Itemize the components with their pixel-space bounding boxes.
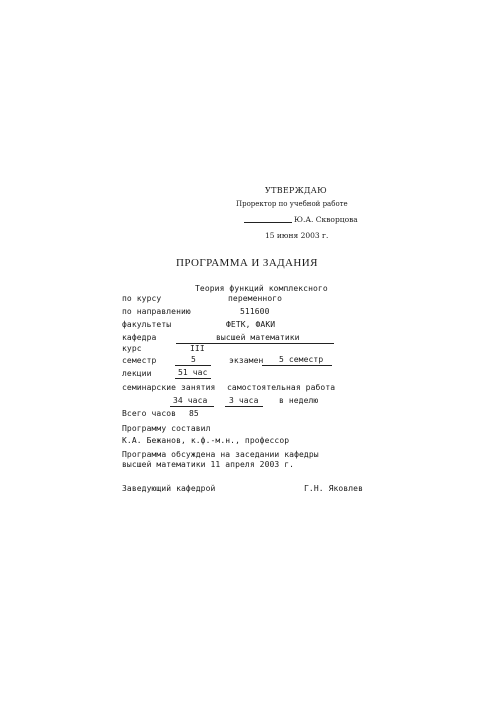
direction-label: по направлению — [122, 307, 191, 316]
exam-underline — [262, 365, 332, 366]
discussion-line2: высшей математики 11 апреля 2003 г. — [122, 460, 295, 469]
course-name-line2: переменного — [228, 294, 283, 303]
semester-underline — [175, 365, 211, 366]
lectures-label: лекции — [122, 369, 152, 378]
lectures-underline — [175, 378, 211, 379]
selfwork-underline — [225, 406, 263, 407]
page-title: ПРОГРАММА И ЗАДАНИЯ — [176, 257, 318, 269]
seminars-underline — [170, 406, 214, 407]
seminars-value: 34 часа — [173, 396, 208, 405]
department-label: кафедра — [122, 333, 157, 342]
approval-position: Проректор по учебной работе — [236, 200, 348, 208]
approval-heading: УТВЕРЖДАЮ — [265, 186, 328, 195]
head-label: Заведующий кафедрой — [122, 484, 216, 493]
exam-value: 5 семестр — [279, 355, 324, 364]
year-label: курс — [122, 344, 142, 353]
author-intro: Программу составил — [122, 424, 211, 433]
year-value: III — [190, 344, 205, 353]
seminars-label: семинарские занятия — [122, 383, 216, 392]
exam-label: экзамен — [229, 356, 264, 365]
lectures-value: 51 час — [178, 368, 208, 377]
course-name-line1: Теория функций комплексного — [195, 284, 328, 293]
department-value: высшей математики — [216, 333, 300, 342]
total-value: 85 — [189, 409, 199, 418]
per-week-label: в неделю — [279, 396, 319, 405]
faculty-label: факультеты — [122, 320, 172, 329]
selfwork-value: 3 часа — [229, 396, 259, 405]
approval-signer: Ю.А. Скворцова — [294, 215, 358, 224]
course-label: по курсу — [122, 294, 162, 303]
discussion-line1: Программа обсуждена на заседании кафедры — [122, 450, 319, 459]
semester-value: 5 — [191, 355, 196, 364]
semester-label: семестр — [122, 356, 157, 365]
approval-date: 15 июня 2003 г. — [265, 231, 329, 240]
author-name: К.А. Бежанов, к.ф.-м.н., профессор — [122, 436, 290, 445]
selfwork-label: самостоятельная работа — [227, 383, 336, 392]
total-label: Всего часов — [122, 409, 177, 418]
signature-line — [244, 222, 292, 223]
direction-value: 511600 — [240, 307, 270, 316]
head-name: Г.Н. Яковлев — [304, 484, 363, 493]
faculty-value: ФЕТК, ФАКИ — [226, 320, 276, 329]
